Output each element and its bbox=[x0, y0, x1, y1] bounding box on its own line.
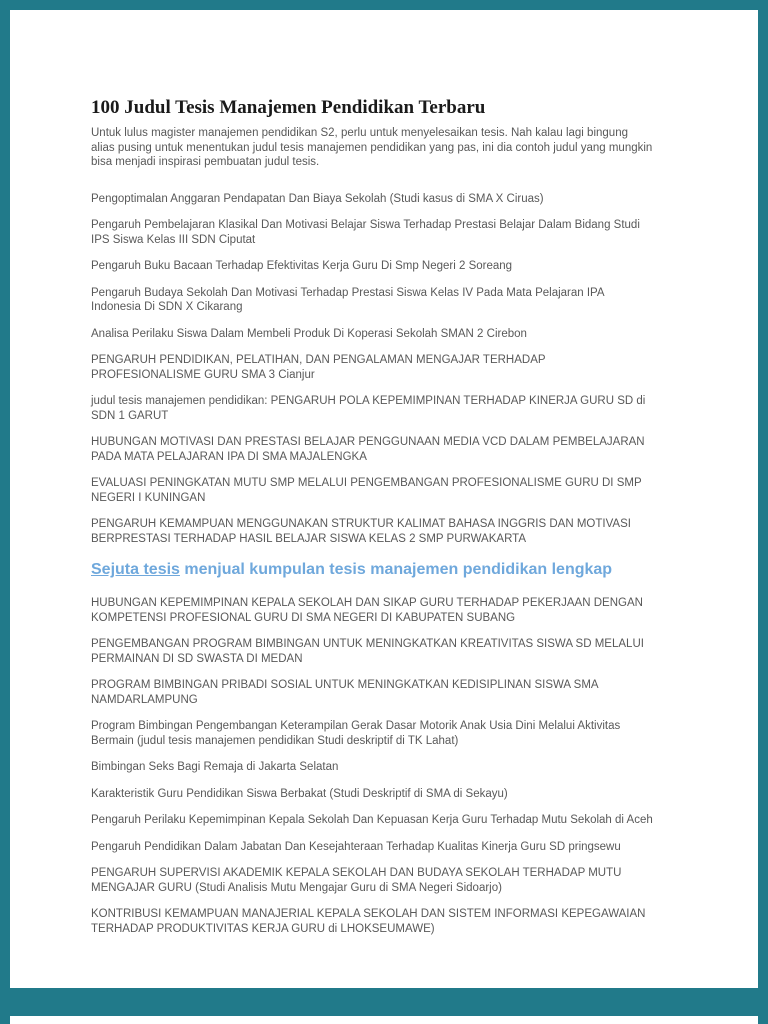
thesis-title-item: Karakteristik Guru Pendidikan Siswa Berbakat (Studi Deskriptif di SMA di Sekayu) bbox=[91, 787, 508, 800]
thesis-title-item: PENGARUH PENDIDIKAN, PELATIHAN, DAN PENGALAMAN MENGAJAR TERHADAP PROFESIONALISME GURU SMA 3 Cianjur bbox=[91, 354, 546, 381]
thesis-title-item: PENGARUH SUPERVISI AKADEMIK KEPALA SEKOLAH DAN BUDAYA SEKOLAH TERHADAP MUTU MENGAJAR GURU (Studi Analisis Mutu Mengajar Guru di SMA Negeri Sidoarjo) bbox=[91, 867, 622, 894]
thesis-title-item: Pengaruh Pendidikan Dalam Jabatan Dan Kesejahteraan Terhadap Kualitas Kinerja Guru SD pringsewu bbox=[91, 840, 621, 853]
thesis-title-item: Bimbingan Seks Bagi Remaja di Jakarta Selatan bbox=[91, 761, 339, 773]
thesis-title-item: Pengaruh Perilaku Kepemimpinan Kepala Sekolah Dan Kepuasan Kerja Guru Terhadap Mutu Sekolah di Aceh bbox=[91, 814, 653, 826]
thesis-title-item: PROGRAM BIMBINGAN PRIBADI SOSIAL UNTUK MENINGKATKAN KEDISIPLINAN SISWA SMA NAMDARLAMPUNG bbox=[91, 679, 598, 706]
thesis-title-item: HUBUNGAN KEPEMIMPINAN KEPALA SEKOLAH DAN SIKAP GURU TERHADAP PEKERJAAN DENGAN KOMPETENSI PROFESIONAL GURU DI SMA NEGERI DI KABUPATEN SUBANG bbox=[91, 597, 643, 624]
sejuta-tesis-link[interactable]: Sejuta tesis bbox=[91, 561, 180, 578]
thesis-title-item: KONTRIBUSI KEMAMPUAN MANAJERIAL KEPALA SEKOLAH DAN SISTEM INFORMASI KEPEGAWAIAN TERHADAP PRODUKTIVITAS KERJA GURU di LHOKSEUMAWE) bbox=[91, 908, 646, 935]
thesis-title-item: PENGEMBANGAN PROGRAM BIMBINGAN UNTUK MENINGKATKAN KREATIVITAS SISWA SD MELALUI PERMAINAN DI SD SWASTA DI MEDAN bbox=[91, 638, 644, 665]
document-page bbox=[10, 10, 758, 988]
page-title: 100 Judul Tesis Manajemen Pendidikan Terbaru bbox=[91, 97, 486, 118]
thesis-title-item: Program Bimbingan Pengembangan Keterampilan Gerak Dasar Motorik Anak Usia Dini Melalui Aktivitas Bermain (judul tesis manajemen pendidikan Studi deskriptif di TK Lahat) bbox=[91, 720, 621, 747]
thesis-title-item: judul tesis manajemen pendidikan: PENGARUH POLA KEPEMIMPINAN TERHADAP KINERJA GURU SD di SDN 1 GARUT bbox=[91, 395, 646, 422]
thesis-title-item: Analisa Perilaku Siswa Dalam Membeli Produk Di Koperasi Sekolah SMAN 2 Cirebon bbox=[91, 327, 527, 340]
intro-paragraph: Untuk lulus magister manajemen pendidikan S2, perlu untuk menyelesaikan tesis. Nah kalau lagi bingung alias pusing untuk menentukan judul tesis manajemen pendidikan yang pas, ini dia contoh judul yang mungkin bisa menjadi inspirasi pembuatan judul tesis. bbox=[91, 127, 653, 168]
subheading-text: menjual kumpulan tesis manajemen pendidikan lengkap bbox=[179, 561, 613, 578]
thesis-title-item: Pengaruh Pembelajaran Klasikal Dan Motivasi Belajar Siswa Terhadap Prestasi Belajar Dalam Bidang Studi IPS Siswa Kelas III SDN Ciputat bbox=[91, 219, 640, 246]
next-page-edge bbox=[10, 1016, 758, 1024]
thesis-title-item: Pengaruh Budaya Sekolah Dan Motivasi Terhadap Prestasi Siswa Kelas IV Pada Mata Pelajaran IPA Indonesia Di SDN X Cikarang bbox=[91, 286, 604, 313]
thesis-title-item: Pengaruh Buku Bacaan Terhadap Efektivitas Kerja Guru Di Smp Negeri 2 Soreang bbox=[91, 260, 513, 272]
thesis-list-top bbox=[91, 192, 653, 547]
thesis-list-bottom bbox=[91, 596, 653, 936]
thesis-title-item: Pengoptimalan Anggaran Pendapatan Dan Biaya Sekolah (Studi kasus di SMA X Ciruas) bbox=[91, 192, 544, 205]
thesis-title-item: EVALUASI PENINGKATAN MUTU SMP MELALUI PENGEMBANGAN PROFESIONALISME GURU DI SMP NEGERI I KUNINGAN bbox=[91, 477, 642, 504]
thesis-title-item: PENGARUH KEMAMPUAN MENGGUNAKAN STRUKTUR KALIMAT BAHASA INGGRIS DAN MOTIVASI BERPRESTASI TERHADAP HASIL BELAJAR SISWA KELAS 2 SMP PURWAKARTA bbox=[91, 518, 631, 545]
subheading bbox=[91, 560, 653, 580]
thesis-title-item: HUBUNGAN MOTIVASI DAN PRESTASI BELAJAR PENGGUNAAN MEDIA VCD DALAM PEMBELAJARAN PADA MATA PELAJARAN IPA DI SMA MAJALENGKA bbox=[91, 436, 645, 463]
